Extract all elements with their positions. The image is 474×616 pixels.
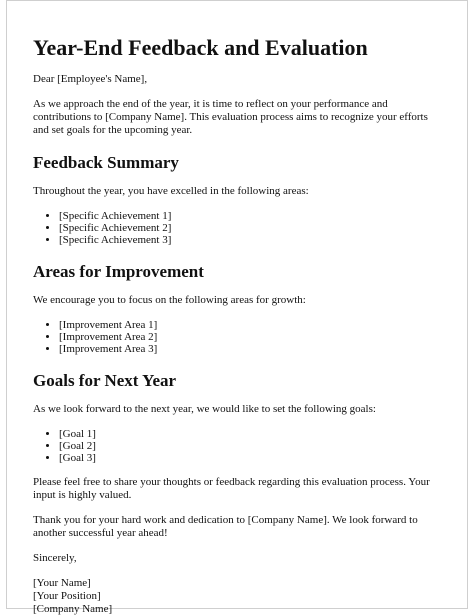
- section-heading: Goals for Next Year: [33, 371, 177, 390]
- signature-company: [Company Name]: [33, 603, 113, 615]
- list-item: • [Specific Achievement 1]: [59, 210, 441, 222]
- signature-block: [33, 577, 441, 616]
- achievement-list: [33, 210, 441, 246]
- signoff: Sincerely,: [33, 552, 77, 564]
- list-item: • [Improvement Area 3]: [59, 343, 441, 355]
- letter-page: [6, 0, 468, 615]
- page-title: Year-End Feedback and Evaluation: [33, 35, 368, 60]
- improvement-list: [33, 319, 441, 355]
- list-item: • [Goal 3]: [59, 452, 441, 464]
- list-item: • [Improvement Area 1]: [59, 319, 441, 331]
- section-heading: Areas for Improvement: [33, 262, 204, 281]
- section-areas-for-improvement: [33, 262, 441, 355]
- section-text: We encourage you to focus on the following areas for growth:: [33, 294, 306, 306]
- list-item: • [Specific Achievement 2]: [59, 222, 441, 234]
- feedback-invite-paragraph: Please feel free to share your thoughts or feedback regarding this evaluation process. Your input is highly valued.: [33, 476, 430, 501]
- section-goals-for-next-year: [33, 371, 441, 464]
- list-item: • [Goal 1]: [59, 428, 441, 440]
- section-text: As we look forward to the next year, we would like to set the following goals:: [33, 403, 376, 415]
- section-text: Throughout the year, you have excelled in the following areas:: [33, 185, 309, 197]
- goals-list: [33, 428, 441, 464]
- signature-name: [Your Name]: [33, 577, 91, 589]
- section-heading: Feedback Summary: [33, 153, 179, 172]
- list-item: • [Improvement Area 2]: [59, 331, 441, 343]
- section-feedback-summary: [33, 153, 441, 246]
- intro-paragraph: As we approach the end of the year, it is time to reflect on your performance and contributions to [Company Name]. This evaluation process aims to recognize your efforts and set goals for the upcoming year.: [33, 98, 428, 136]
- greeting: Dear [Employee's Name],: [33, 73, 148, 85]
- list-item: • [Specific Achievement 3]: [59, 234, 441, 246]
- signature-position: [Your Position]: [33, 590, 101, 602]
- list-item: • [Goal 2]: [59, 440, 441, 452]
- thank-you-paragraph: Thank you for your hard work and dedication to [Company Name]. We look forward to another successful year ahead!: [33, 514, 418, 539]
